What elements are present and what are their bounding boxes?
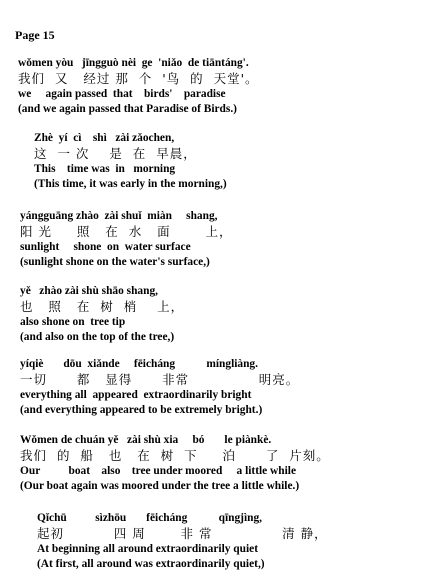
hanzi-line: 这 一 次 是 在 早晨，	[34, 146, 197, 162]
pinyin-line: yě zhào zài shù shāo shang,	[20, 285, 158, 297]
hanzi-line: 阳 光 照 在 水 面 上，	[20, 224, 233, 240]
gloss-line: also shone on tree tip	[20, 315, 126, 328]
pinyin-line: yíqiè dōu xiǎnde fēicháng míngliàng.	[20, 358, 258, 370]
stanza-3	[20, 209, 232, 270]
gloss-line: everything all appeared extraordinarily bright	[20, 388, 252, 401]
pinyin-line: Zhè yí cì shì zài zǎochen,	[34, 132, 175, 144]
hanzi-line: 我们 又 经过 那 个 '鸟 的 天堂'。	[18, 71, 259, 87]
stanza-5	[20, 357, 299, 418]
hanzi-line: 也 照 在 树 梢 上，	[20, 299, 185, 315]
translation-line: (sunlight shone on the water's surface,)	[20, 255, 210, 268]
stanza-6	[20, 433, 330, 494]
stanza-1	[18, 56, 259, 117]
pinyin-line: yángguāng zhào zài shuǐ miàn shang,	[20, 210, 218, 222]
translation-line: (and we again passed that Paradise of Birds.)	[18, 102, 237, 115]
translation-line: (At first, all around was extraordinarily quiet,)	[37, 557, 265, 570]
gloss-line: This time was in morning	[34, 162, 176, 175]
gloss-line: At beginning all around extraordinarily quiet	[37, 542, 258, 555]
gloss-line: sunlight shone on water surface	[20, 240, 191, 253]
gloss-line: Our boat also tree under moored a little while	[20, 464, 296, 477]
gloss-line: we again passed that birds' paradise	[18, 87, 226, 100]
pinyin-line: Wǒmen de chuán yě zài shù xia bó le piànkè.	[20, 434, 272, 446]
hanzi-line: 一切 都 显得 非常 明亮。	[20, 372, 300, 388]
pinyin-line: wǒmen yòu jīngguò nèi ge 'niǎo de tiāntáng'.	[18, 57, 249, 69]
page-number: Page 15	[15, 28, 55, 42]
pinyin-line: Qǐchū sìzhōu fēicháng qīngjìng,	[37, 512, 262, 524]
hanzi-line: 我们 的 船 也 在 树 下 泊 了 片刻。	[20, 448, 330, 464]
stanza-7	[37, 511, 328, 572]
translation-line: (Our boat again was moored under the tree a little while.)	[20, 479, 300, 492]
hanzi-line: 起初 四 周 非 常 清 静，	[37, 526, 328, 542]
translation-line: (and everything appeared to be extremely bright.)	[20, 403, 263, 416]
translation-line: (and also on the top of the tree,)	[20, 330, 175, 343]
translation-line: (This time, it was early in the morning,)	[34, 177, 227, 190]
stanza-2	[34, 131, 227, 192]
stanza-4	[20, 284, 184, 345]
